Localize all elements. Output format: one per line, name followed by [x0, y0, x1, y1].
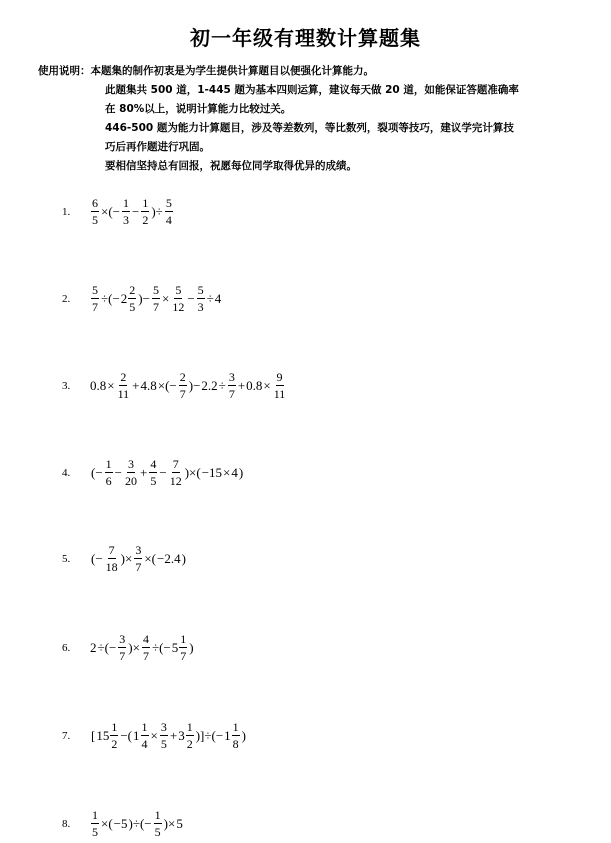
problem-number: 6. [62, 641, 71, 654]
problem-number: 4. [62, 466, 71, 479]
fraction: $\frac{3}{7}$ [119, 632, 126, 663]
fraction: $\frac{2}{5}$ [129, 283, 136, 314]
problem-6 [62, 632, 195, 663]
fraction: $\frac{1}{5}$ [92, 808, 98, 839]
instruction-line: 巧后再作题进行巩固。 [105, 141, 210, 153]
problem-1 [62, 196, 174, 227]
fraction: $\frac{1}{3}$ [123, 196, 129, 227]
problem-5 [62, 543, 187, 574]
problem-3 [62, 370, 287, 401]
fraction: $\frac{1}{8}$ [232, 720, 239, 751]
fraction: $\frac{2}{11}$ [117, 370, 130, 401]
problem-number: 3. [62, 379, 71, 392]
fraction: $\frac{6}{5}$ [92, 196, 98, 227]
fraction: $\frac{3}{5}$ [160, 720, 167, 751]
fraction: $\frac{3}{20}$ [125, 457, 138, 488]
instruction-line: 446-500 题为能力计算题目，涉及等差数列，等比数列，裂项等技巧，建议学完计算技 [105, 122, 514, 134]
problem-number: 2. [62, 292, 71, 305]
math-expression: $\frac{6}{5}$ ×(− $\frac{1}{3}$ − $\frac{1}{2}$ )÷ $\frac{5}{4}$ [92, 196, 172, 227]
fraction: $\frac{4}{7}$ [142, 632, 149, 663]
math-expression: 2 ÷(− $\frac{3}{7}$ )× $\frac{4}{7}$ ÷(− 5 $\frac{1}{7}$ ) [90, 632, 194, 663]
problem-number: 1. [62, 205, 71, 218]
fraction: $\frac{5}{12}$ [172, 283, 185, 314]
fraction: $\frac{4}{5}$ [150, 457, 157, 488]
fraction: $\frac{5}{3}$ [197, 283, 204, 314]
fraction: $\frac{5}{7}$ [92, 283, 98, 314]
fraction: $\frac{7}{12}$ [169, 457, 182, 488]
instruction-text: 本题集的制作初衷是为学生提供计算题目以便强化计算能力。 [90, 65, 374, 77]
fraction: $\frac{1}{2}$ [142, 196, 149, 227]
instruction-line: 要相信坚持总有回报，祝愿每位同学取得优异的成绩。 [105, 160, 357, 172]
problem-4 [62, 457, 244, 488]
page-title: 初一年级有理数计算题集 [190, 26, 421, 50]
fraction: $\frac{1}{2}$ [111, 720, 118, 751]
problem-7 [62, 720, 247, 751]
math-expression: $\frac{5}{7}$ ÷(− 2 $\frac{2}{5}$ )− $\frac{5}{7}$ × $\frac{5}{12}$ − $\frac{5}{3}$ ÷ 4 [92, 283, 222, 314]
instruction-line: 在 80%以上，说明计算能力比较过关。 [105, 103, 292, 115]
fraction: $\frac{7}{18}$ [105, 543, 118, 574]
math-expression: 0.8 × $\frac{2}{11}$ + 4.8 ×(− $\frac{2}{7}$ )− 2.2 ÷ $\frac{3}{7}$ + 0.8 × $\frac{9}{11}$ [90, 370, 286, 401]
fraction: $\frac{2}{7}$ [179, 370, 186, 401]
problem-number: 7. [62, 729, 71, 742]
fraction: $\frac{1}{6}$ [105, 457, 112, 488]
math-expression: $\frac{1}{5}$ ×( −5 )÷(− $\frac{1}{5}$ )× 5 [92, 808, 183, 839]
math-expression: [ 15 $\frac{1}{2}$ −( 1 $\frac{1}{4}$ × $\frac{3}{5}$ + 3 $\frac{1}{2}$ )]÷(− 1 $\frac{1}{8}$ ) [91, 720, 247, 751]
instruction-line [38, 62, 586, 81]
fraction: $\frac{1}{4}$ [141, 720, 148, 751]
problem-8 [62, 808, 183, 839]
fraction: $\frac{3}{7}$ [228, 370, 235, 401]
fraction: $\frac{1}{5}$ [154, 808, 161, 839]
fraction: $\frac{1}{7}$ [180, 632, 187, 663]
problem-number: 8. [62, 817, 71, 830]
problem-2 [62, 283, 221, 314]
instruction-label: 使用说明： [38, 65, 91, 77]
fraction: $\frac{5}{7}$ [152, 283, 159, 314]
fraction: $\frac{3}{7}$ [135, 543, 142, 574]
usage-instructions [38, 62, 586, 176]
fraction: $\frac{1}{2}$ [186, 720, 193, 751]
fraction: $\frac{9}{11}$ [273, 370, 286, 401]
math-expression: (− $\frac{1}{6}$ − $\frac{3}{20}$ + $\frac{4}{5}$ − $\frac{7}{12}$ )×( −15 × 4 ) [91, 457, 244, 488]
instruction-line: 此题集共 500 道，1-445 题为基本四则运算，建议每天做 20 道，如能保证答题准确率 [105, 84, 519, 96]
math-expression: (− $\frac{7}{18}$ )× $\frac{3}{7}$ ×( −2.4 ) [91, 543, 186, 574]
problem-number: 5. [62, 552, 71, 565]
fraction: $\frac{5}{4}$ [165, 196, 172, 227]
